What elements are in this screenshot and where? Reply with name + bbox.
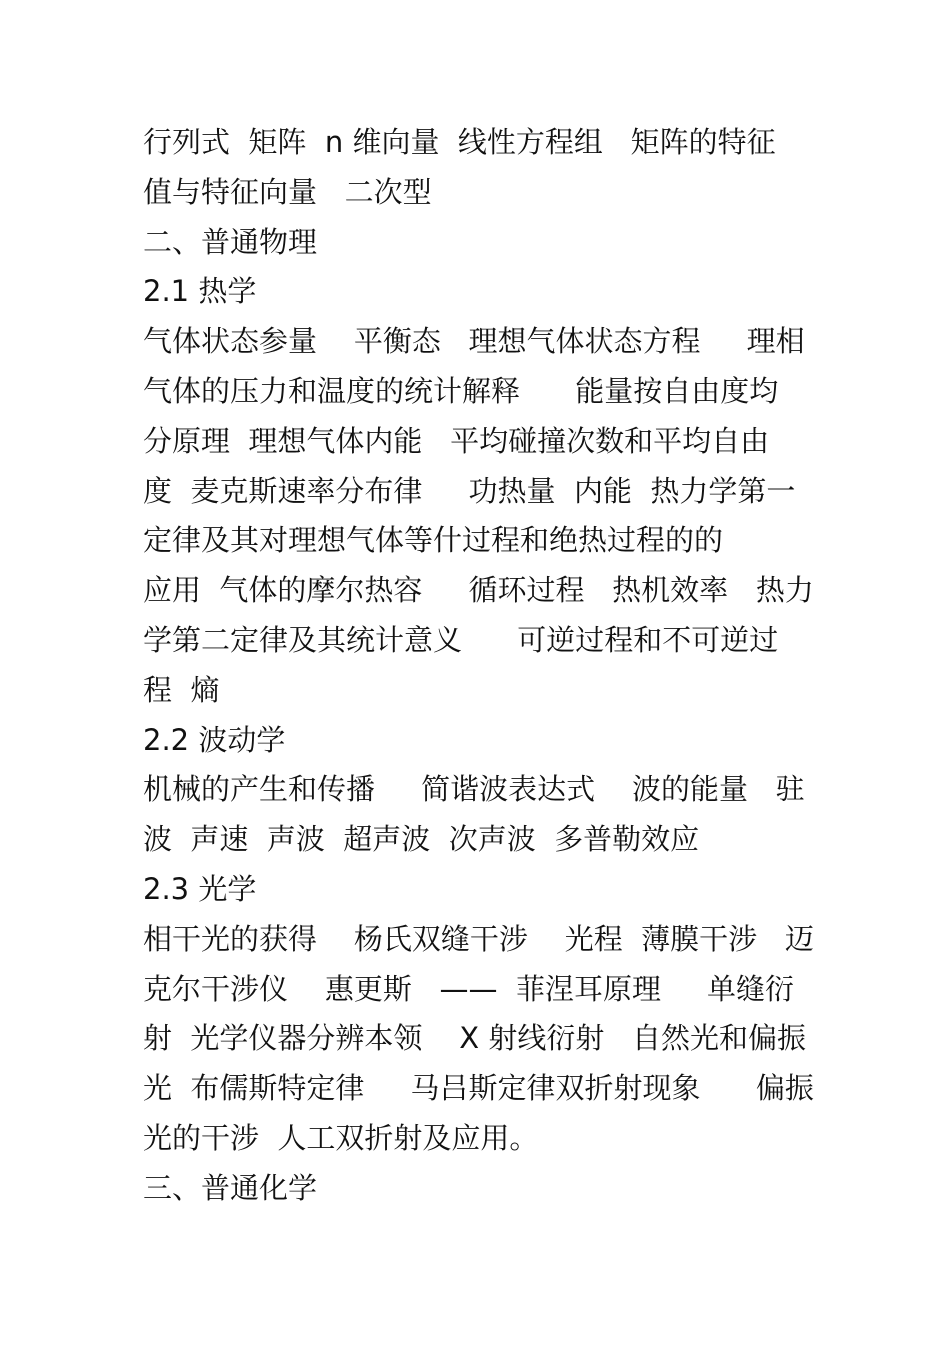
subsection-heading: 2.3 光学	[143, 871, 257, 906]
text-line: 行列式 矩阵 n 维向量 线性方程组 矩阵的特征	[143, 125, 776, 159]
text-line: 分原理 理想气体内能 平均碰撞次数和平均自由	[143, 423, 770, 458]
section-heading: 三、普通化学	[143, 1170, 318, 1205]
text-line: 相干光的获得 杨氏双缝干涉 光程 薄膜干涉 迈	[143, 921, 814, 956]
text-line: 值与特征向量 二次型	[143, 174, 432, 209]
text-line: 光 布儒斯特定律 马吕斯定律双折射现象 偏振	[143, 1071, 814, 1106]
text-line: 机械的产生和传播 简谐波表达式 波的能量 驻	[143, 772, 805, 807]
text-line: 克尔干涉仪 惠更斯 —— 菲涅耳原理 单缝衍	[143, 971, 795, 1006]
text-line: 射 光学仪器分辨本领 X 射线衍射 自然光和偏振	[143, 1021, 807, 1056]
section-heading: 二、普通物理	[143, 224, 318, 259]
text-line: 应用 气体的摩尔热容 循环过程 热机效率 热力	[143, 573, 814, 608]
document-body	[143, 118, 823, 1214]
text-line: 气体状态参量 平衡态 理想气体状态方程 理相	[143, 324, 805, 359]
subsection-heading: 2.2 波动学	[143, 722, 286, 757]
text-line: 学第二定律及其统计意义 可逆过程和不可逆过	[143, 622, 779, 657]
text-line: 光的干涉 人工双折射及应用。	[143, 1120, 539, 1155]
subsection-heading: 2.1 热学	[143, 274, 257, 309]
text-line: 气体的压力和温度的统计解释 能量按自由度均	[143, 373, 779, 408]
text-line: 定律及其对理想气体等什过程和绝热过程的的	[143, 523, 724, 558]
text-line: 度 麦克斯速率分布律 功热量 内能 热力学第一	[143, 473, 796, 508]
text-line: 波 声速 声波 超声波 次声波 多普勒效应	[143, 822, 700, 857]
text-line: 程 熵	[143, 672, 220, 707]
